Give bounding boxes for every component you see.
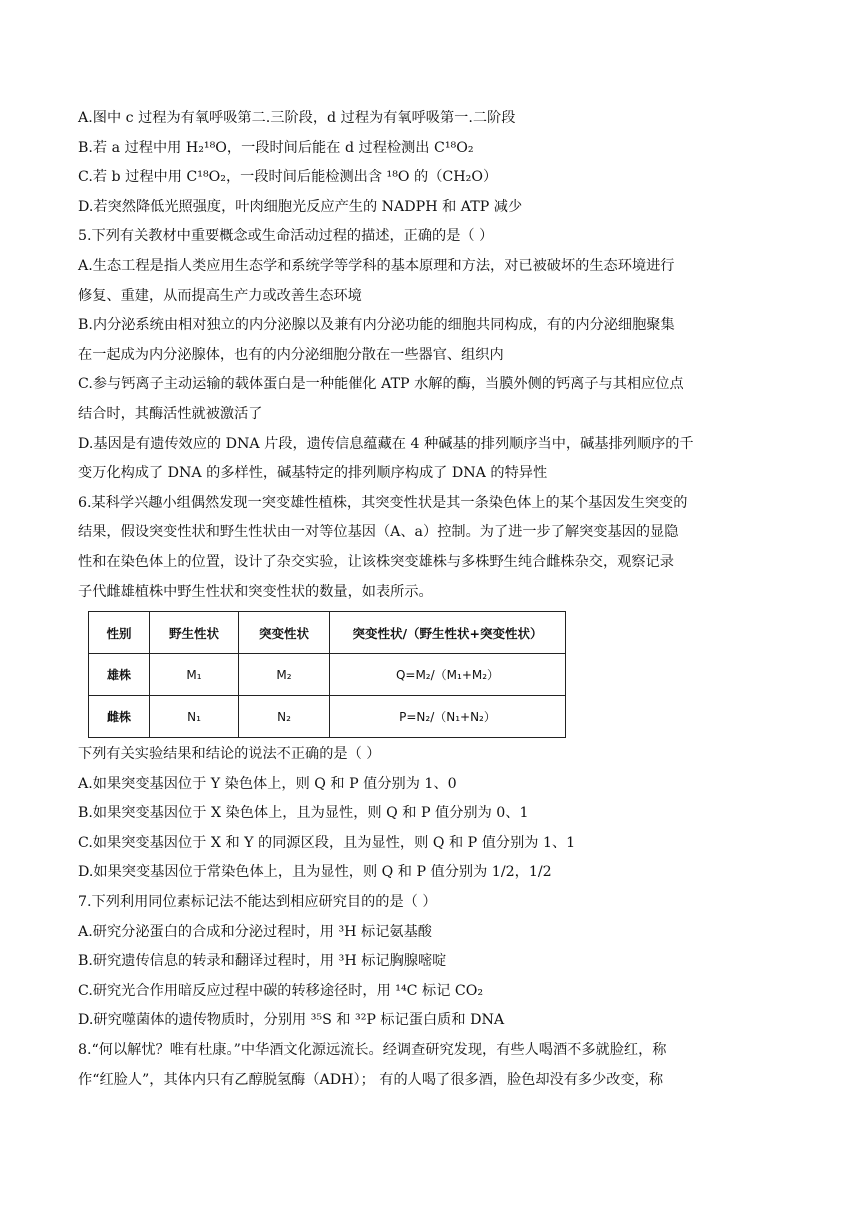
header-wild: 野生性状 (150, 612, 239, 654)
cell-m2: M₂ (239, 654, 330, 696)
q5-option-d-line1: D.基因是有遗传效应的 DNA 片段，遗传信息蕴藏在 4 种碱基的排列顺序当中，碱基排列顺序的千 (78, 435, 694, 452)
q5-stem: 5.下列有关教材中重要概念或生命活动过程的描述，正确的是（ ） (78, 228, 494, 245)
header-sex: 性别 (89, 612, 150, 654)
q6-option-c: C.如果突变基因位于 X 和 Y 的同源区段，且为显性，则 Q 和 P 值分别为 1、1 (78, 834, 576, 851)
q7-option-b: B.研究遗传信息的转录和翻译过程时，用 ³H 标记胸腺嘧啶 (78, 953, 447, 970)
cell-m1: M₁ (150, 654, 239, 696)
q4-option-a: A.图中 c 过程为有氧呼吸第二.三阶段，d 过程为有氧呼吸第一.二阶段 (78, 110, 516, 126)
q7-option-a: A.研究分泌蛋白的合成和分泌过程时，用 ³H 标记氨基酸 (78, 923, 432, 940)
q5-option-c-line2: 结合时，其酶活性就被激活了 (78, 405, 263, 422)
q5-option-b-line2: 在一起成为内分泌腺体，也有的内分泌细胞分散在一些器官、组织内 (78, 346, 504, 363)
header-ratio: 突变性状/（野生性状+突变性状） (330, 612, 566, 654)
q4-option-c: C.若 b 过程中用 C¹⁸O₂，一段时间后能检测出含 ¹⁸O 的（CH₂O） (78, 169, 498, 186)
cell-q: Q=M₂/（M₁+M₂） (330, 654, 566, 696)
q5-option-a-line2: 修复、重建，从而提高生产力或改善生态环境 (78, 287, 362, 304)
cell-n2: N₂ (239, 696, 330, 738)
q6-results-table (88, 611, 566, 738)
table-row (89, 654, 566, 696)
q4-option-d: D.若突然降低光照强度，叶肉细胞光反应产生的 NADPH 和 ATP 减少 (78, 198, 523, 215)
q5-option-a-line1: A.生态工程是指人类应用生态学和系统学等学科的基本原理和方法，对已被破坏的生态环境进行 (78, 257, 675, 274)
q5-option-c-line1: C.参与钙离子主动运输的载体蛋白是一种能催化 ATP 水解的酶，当膜外侧的钙离子与其相应位点 (78, 376, 684, 393)
q6-option-b: B.如果突变基因位于 X 染色体上，且为显性，则 Q 和 P 值分别为 0、1 (78, 805, 529, 822)
q6-option-d: D.如果突变基因位于常染色体上，且为显性，则 Q 和 P 值分别为 1/2，1/2 (78, 864, 552, 881)
q7-option-d: D.研究噬菌体的遗传物质时，分别用 ³⁵S 和 ³²P 标记蛋白质和 DNA (78, 1012, 505, 1029)
q6-ask: 下列有关实验结果和结论的说法不正确的是（ ） (78, 746, 381, 763)
q4-option-b: B.若 a 过程中用 H₂¹⁸O，一段时间后能在 d 过程检测出 C¹⁸O₂ (78, 139, 474, 156)
q6-stem-line1: 6.某科学兴趣小组偶然发现一突变雄性植株，其突变性状是其一条染色体上的某个基因发生突变的 (78, 494, 688, 511)
table-row (89, 696, 566, 738)
q6-option-a: A.如果突变基因位于 Y 染色体上，则 Q 和 P 值分别为 1、0 (78, 775, 457, 792)
q6-stem-line3: 性和在染色体上的位置，设计了杂交实验，让该株突变雄株与多株野生纯合雌株杂交，观察记录 (78, 553, 674, 570)
q6-stem-line2: 结果，假设突变性状和野生性状由一对等位基因（A、a）控制。为了进一步了解突变基因的显隐 (78, 524, 679, 541)
row-label-female: 雌株 (89, 696, 150, 738)
cell-n1: N₁ (150, 696, 239, 738)
q8-line1: 8.“何以解忧？唯有杜康。”中华酒文化源远流长。经调查研究发现，有些人喝酒不多就脸红，称 (78, 1042, 667, 1059)
exam-page (78, 104, 786, 1095)
header-mutant: 突变性状 (239, 612, 330, 654)
q7-stem: 7.下列利用同位素标记法不能达到相应研究目的的是（ ） (78, 894, 437, 911)
row-label-male: 雄株 (89, 654, 150, 696)
table-header-row (89, 612, 566, 654)
q7-option-c: C.研究光合作用暗反应过程中碳的转移途径时，用 ¹⁴C 标记 CO₂ (78, 982, 484, 999)
q5-option-d-line2: 变万化构成了 DNA 的多样性，碱基特定的排列顺序构成了 DNA 的特异性 (78, 465, 548, 482)
cell-p: P=N₂/（N₁+N₂） (330, 696, 566, 738)
q8-line2: 作“红脸人”，其体内只有乙醇脱氢酶（ADH）； 有的人喝了很多酒，脸色却没有多少改变，称 (78, 1071, 664, 1088)
q6-stem-line4: 子代雌雄植株中野生性状和突变性状的数量，如表所示。 (78, 583, 433, 600)
q5-option-b-line1: B.内分泌系统由相对独立的内分泌腺以及兼有内分泌功能的细胞共同构成，有的内分泌细胞聚集 (78, 317, 675, 334)
